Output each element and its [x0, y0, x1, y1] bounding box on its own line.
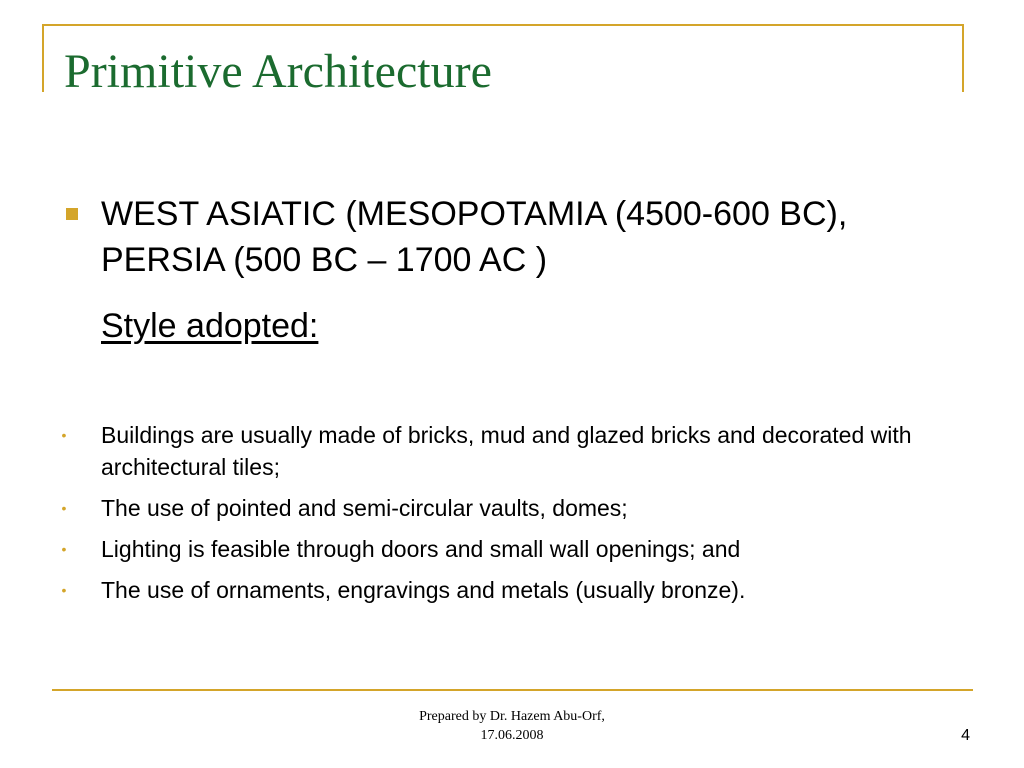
- title-frame-left-rule: [42, 24, 44, 92]
- square-bullet-icon: [66, 208, 78, 220]
- list-item-text: The use of ornaments, engravings and metals (usually bronze).: [101, 577, 746, 603]
- list-item-text: Buildings are usually made of bricks, mud and glazed bricks and decorated with architectural tiles;: [101, 422, 912, 480]
- bullet-dot-icon: •: [61, 582, 67, 598]
- footer-rule: [52, 689, 973, 691]
- footer-author: Prepared by Dr. Hazem Abu-Orf,: [419, 709, 605, 724]
- slide-number: 4: [961, 727, 970, 744]
- style-points-list: [0, 419, 1024, 615]
- bullet-dot-icon: •: [61, 427, 67, 443]
- footer-credit: [362, 707, 662, 745]
- bullet-dot-icon: •: [61, 541, 67, 557]
- list-item: [0, 574, 931, 606]
- list-item: [0, 492, 931, 524]
- list-item: [0, 533, 931, 565]
- main-point-text: WEST ASIATIC (MESOPOTAMIA (4500-600 BC), PERSIA (500 BC – 1700 AC ): [101, 195, 848, 279]
- list-item: [0, 419, 931, 483]
- footer-date: 17.06.2008: [480, 728, 544, 743]
- title-frame-right-rule: [962, 24, 964, 92]
- title-frame-top-rule: [42, 24, 964, 26]
- bullet-dot-icon: •: [61, 500, 67, 516]
- list-item-text: Lighting is feasible through doors and small wall openings; and: [101, 536, 741, 562]
- slide-title: Primitive Architecture: [64, 45, 492, 98]
- style-adopted-heading: Style adopted:: [101, 307, 319, 345]
- list-item-text: The use of pointed and semi-circular vaults, domes;: [101, 495, 628, 521]
